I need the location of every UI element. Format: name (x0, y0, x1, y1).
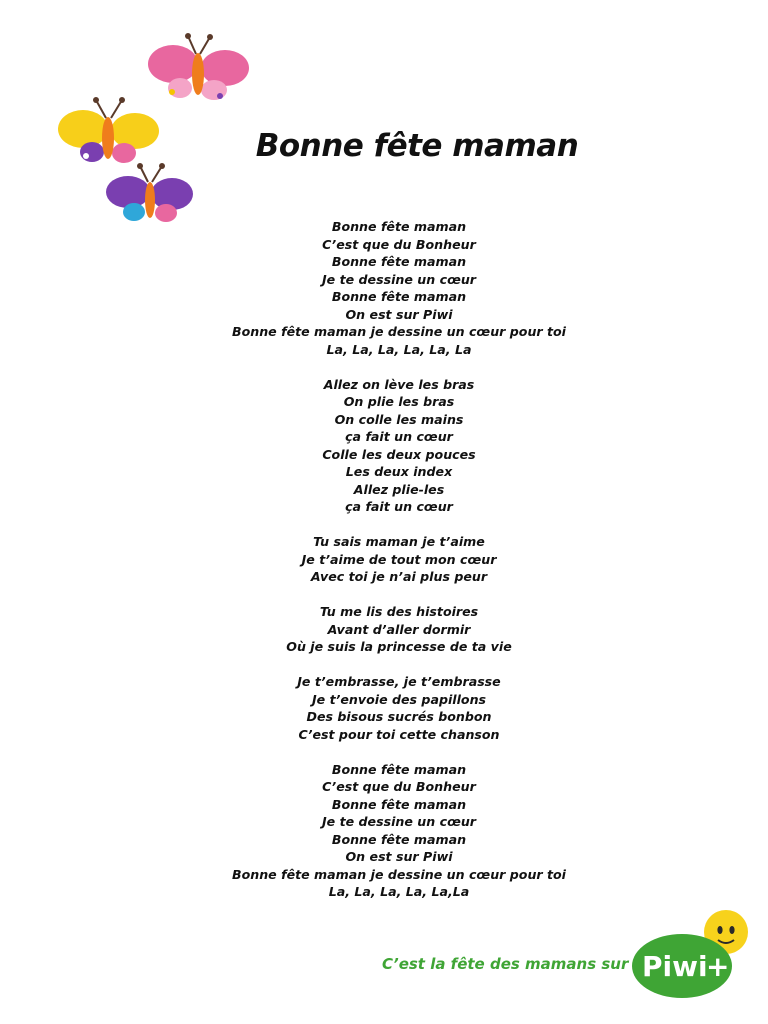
lyric-line: Avec toi je n’ai plus peur (310, 569, 488, 584)
butterfly-pink-icon (148, 32, 250, 104)
lyric-line: Bonne fête maman je dessine un cœur pour toi (231, 324, 566, 339)
lyric-line: Les deux index (345, 464, 453, 479)
lyric-line: C’est pour toi cette chanson (298, 726, 500, 742)
stanza (0, 218, 768, 358)
stanza (0, 376, 768, 516)
lyric-line: Bonne fête maman je dessine un cœur pour toi (231, 866, 566, 882)
lyric-line: Bonne fête maman (331, 831, 467, 847)
lyric-line: Bonne fête maman (331, 289, 467, 304)
lyric-line: La, La, La, La, La, La (326, 341, 472, 357)
lyric-line: Bonne fête maman (331, 761, 467, 777)
lyric-line: Bonne fête maman (331, 254, 467, 269)
lyric-line: Je te dessine un cœur (321, 814, 477, 829)
lyric-line: C’est que du Bonheur (322, 779, 476, 794)
lyric-line: Bonne fête maman (331, 796, 467, 812)
lyric-line: Avant d’aller dormir (327, 621, 471, 637)
lyric-line: Des bisous sucrés bonbon (306, 709, 492, 724)
stanza (0, 761, 768, 901)
lyric-line: On est sur Piwi (345, 849, 453, 864)
lyric-line: On colle les mains (334, 411, 464, 427)
piwi-logo-text: Piwi (642, 950, 708, 983)
lyric-line: Bonne fête maman (331, 219, 467, 234)
piwi-logo (630, 908, 754, 1000)
lyric-line: Je t’envoie des papillons (311, 691, 487, 707)
lyric-line: Tu sais maman je t’aime (313, 534, 485, 549)
lyric-line: On plie les bras (343, 394, 455, 409)
lyric-line: ça fait un cœur (345, 429, 453, 444)
lyric-line: La, La, La, La, La,La (328, 884, 470, 899)
lyric-line: ça fait un cœur (345, 499, 453, 514)
lyric-line: C’est que du Bonheur (322, 236, 476, 252)
lyric-line: Où je suis la princesse de ta vie (286, 639, 512, 654)
song-lyrics (0, 218, 768, 918)
stanza (0, 533, 768, 586)
stanza (0, 673, 768, 743)
lyric-line: Colle les deux pouces (322, 446, 476, 462)
butterfly-purple-icon (106, 162, 194, 226)
lyric-line: Je te dessine un cœur (321, 271, 477, 287)
lyric-line: Allez plie-les (353, 481, 445, 497)
footer-tagline: C’est la fête des mamans sur (382, 955, 629, 973)
song-title: Bonne fête maman (255, 128, 579, 164)
lyric-line: Allez on lève les bras (323, 376, 475, 392)
piwi-logo-plus: + (706, 950, 730, 983)
lyric-line: Je t’aime de tout mon cœur (301, 551, 497, 567)
stanza (0, 603, 768, 656)
lyric-line: Tu me lis des histoires (319, 604, 479, 619)
lyric-line: Je t’embrasse, je t’embrasse (297, 674, 501, 689)
lyric-line: On est sur Piwi (345, 306, 453, 322)
